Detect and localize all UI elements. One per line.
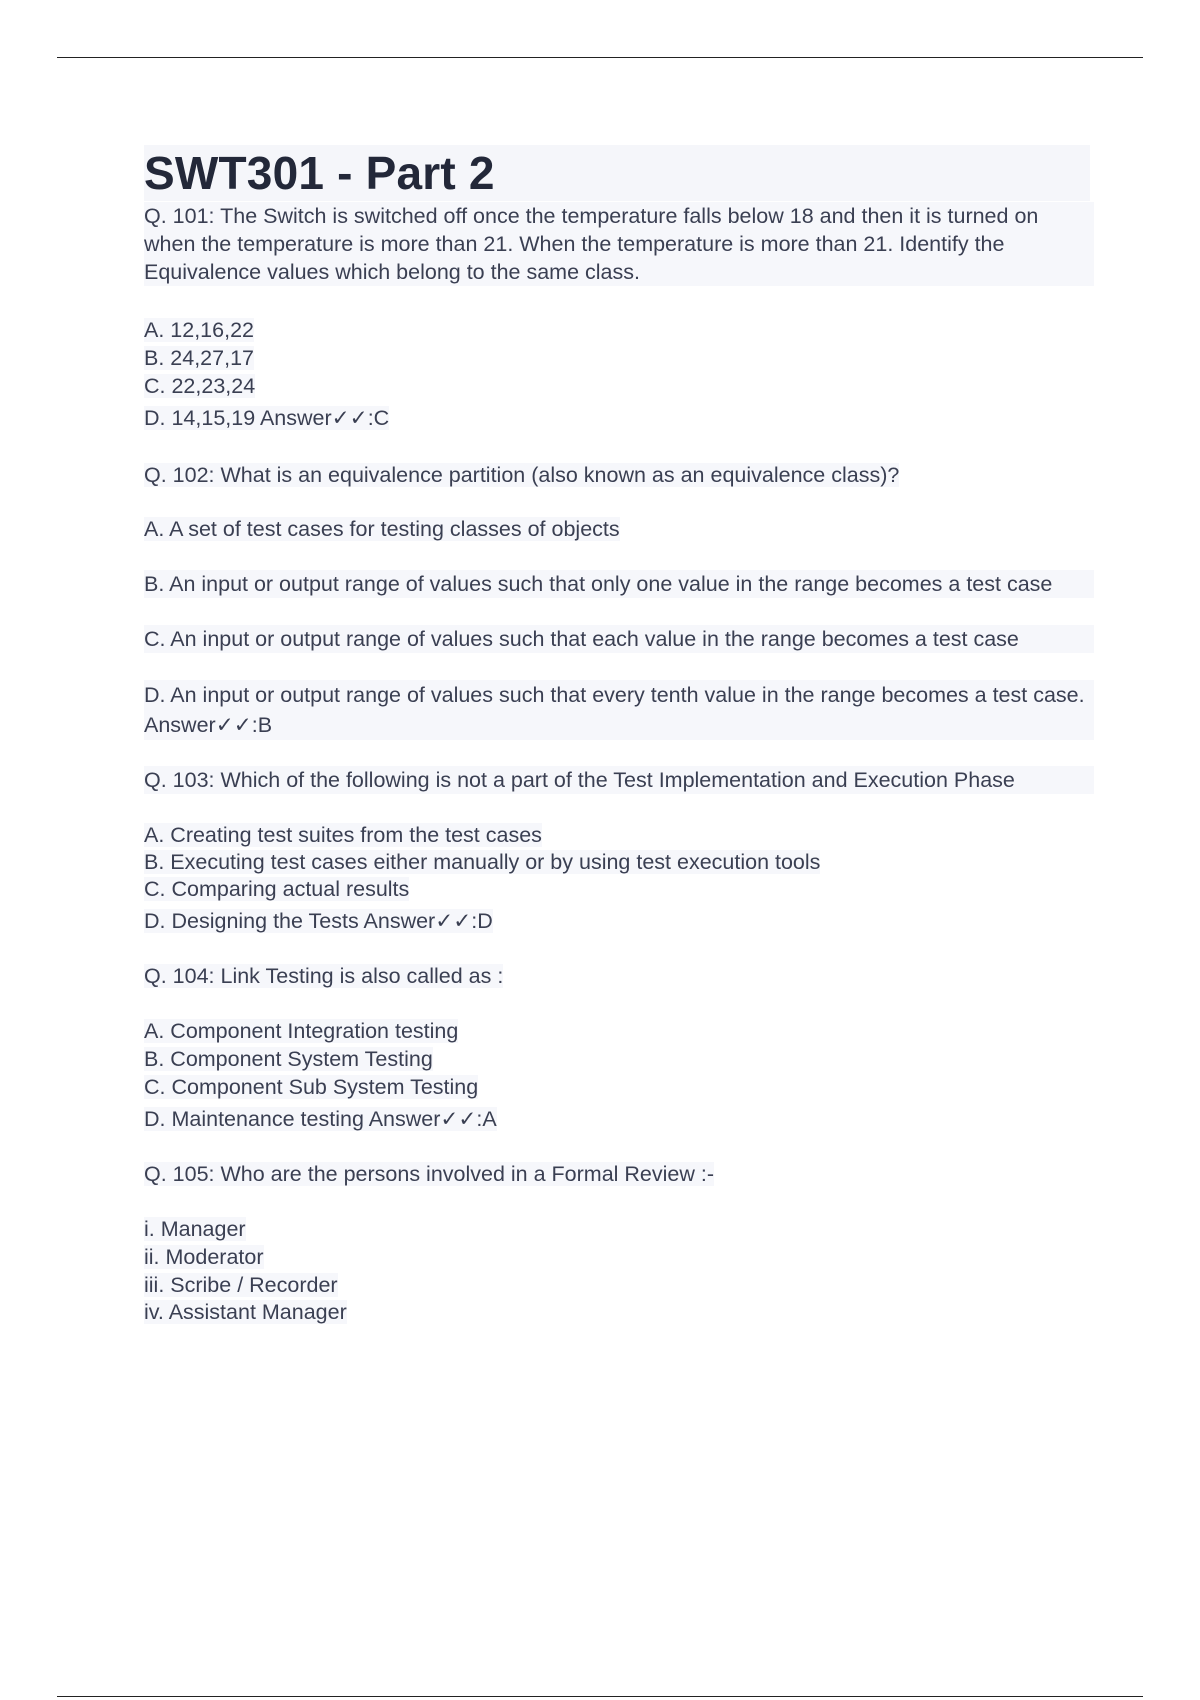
option-c: C. An input or output range of values such that each value in the range becomes a test case <box>144 625 1094 653</box>
option-a: A. 12,16,22 <box>144 318 254 342</box>
question-101 <box>144 202 1094 432</box>
option-c: C. 22,23,24 <box>144 374 256 398</box>
option-d: D. Maintenance testing Answer✓✓:A <box>144 1107 497 1131</box>
top-rule <box>57 57 1143 58</box>
option-d: D. Designing the Tests Answer✓✓:D <box>144 909 493 933</box>
option-a: A. A set of test cases for testing classes of objects <box>144 517 620 541</box>
question-text: Q. 102: What is an equivalence partition (also known as an equivalence class)? <box>144 463 900 487</box>
option-ii: ii. Moderator <box>144 1245 264 1269</box>
answer: Answer✓✓:A <box>368 1107 497 1131</box>
option-i: i. Manager <box>144 1217 246 1241</box>
question-105 <box>144 1160 1094 1326</box>
option-a: A. Creating test suites from the test cases <box>144 823 542 847</box>
bottom-rule <box>57 1696 1143 1697</box>
page-title: SWT301 - Part 2 <box>144 147 495 199</box>
question-text: Q. 101: The Switch is switched off once the temperature falls below 18 and then it is turned on when the temperature is more than 21. When the temperature is more than 21. Identify the Equivalence values which belong to the same class. <box>144 202 1094 286</box>
question-103 <box>144 766 1094 935</box>
question-text: Q. 103: Which of the following is not a part of the Test Implementation and Execution Phase <box>144 766 1094 794</box>
answer: Answer✓✓:C <box>259 406 390 430</box>
document-body <box>144 145 1094 1326</box>
option-b: B. Executing test cases either manually or by using test execution tools <box>144 850 821 874</box>
answer: Answer✓✓:D <box>363 909 493 933</box>
option-b: B. Component System Testing <box>144 1047 433 1071</box>
answer: Answer✓✓:B <box>144 713 273 737</box>
question-text: Q. 105: Who are the persons involved in a Formal Review :- <box>144 1162 715 1186</box>
question-text: Q. 104: Link Testing is also called as : <box>144 964 504 988</box>
option-d: D. 14,15,19 Answer✓✓:C <box>144 406 390 430</box>
question-102 <box>144 461 1094 740</box>
option-iv: iv. Assistant Manager <box>144 1300 347 1324</box>
option-c: C. Comparing actual results <box>144 877 410 901</box>
option-b: B. 24,27,17 <box>144 346 254 370</box>
option-c: C. Component Sub System Testing <box>144 1075 479 1099</box>
title-band <box>144 145 1090 201</box>
option-b: B. An input or output range of values such that only one value in the range becomes a test case <box>144 570 1094 598</box>
option-a: A. Component Integration testing <box>144 1019 459 1043</box>
option-d: D. An input or output range of values such that every tenth value in the range becomes a test case. Answer✓✓:B <box>144 680 1094 740</box>
question-104 <box>144 962 1094 1133</box>
option-iii: iii. Scribe / Recorder <box>144 1273 338 1297</box>
